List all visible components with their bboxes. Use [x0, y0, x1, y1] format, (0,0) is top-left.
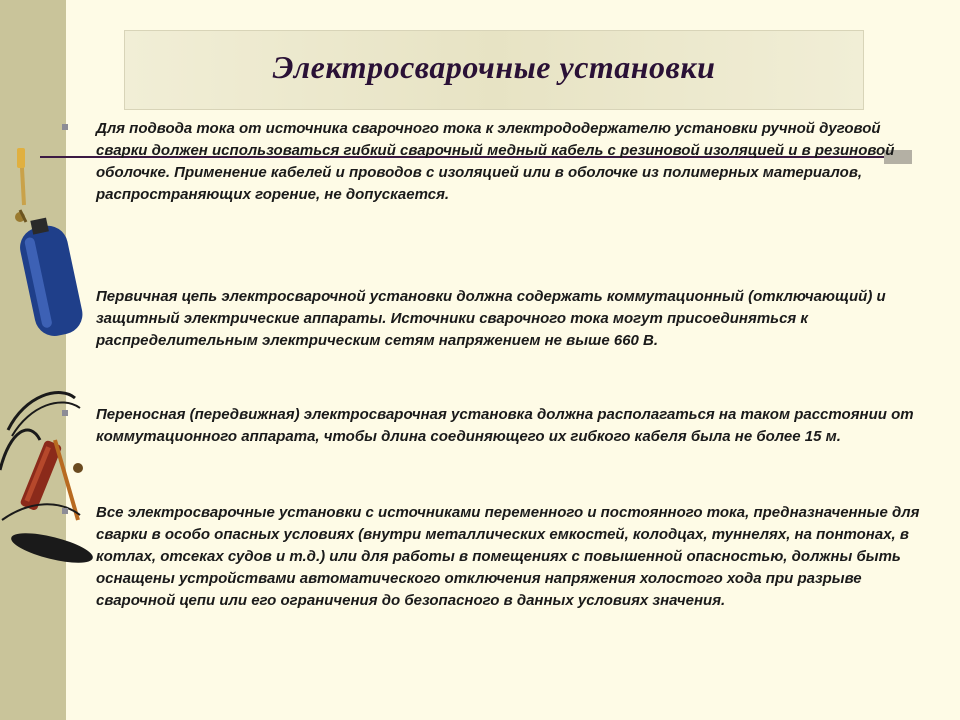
- title-box: [124, 30, 864, 110]
- slide-title: Электросварочные установки: [272, 49, 716, 85]
- bullet-marker: [62, 410, 68, 416]
- paragraph-4: Все электросварочные установки с источниками переменного и постоянного тока, предназначенные для сварки в особо опасных условиях (внутри металлических емкостей, колодцах, туннелях, на понтонах, в котлах, отсеках судов и т.д.) или для работы в помещениях с повышенной опасностью, должны быть оснащены устройствами автоматического отключения напряжения холостого хода при разрыве сварочной цепи или его ограничения до безопасного в данных условиях значения.: [96, 504, 920, 609]
- paragraph-1: Для подвода тока от источника сварочного тока к электрододержателю установки ручной дуговой сварки должен использоваться гибкий сварочный медный кабель с резиновой изоляцией и в резиновой оболочке. Применение кабелей и проводов с изоляцией или в оболочке из полимерных материалов, распространяющих горение, не допускается.: [96, 120, 895, 203]
- bullet-marker: [62, 124, 68, 130]
- gas-cylinder-icon: [15, 148, 86, 340]
- paragraph-2: Первичная цепь электросварочной установки должна содержать коммутационный (отключающий) и защитный электрические аппараты. Источники сварочного тока могут присоединяться к распределительным электрическим сетям напряжением не выше 660 В.: [96, 288, 886, 349]
- paragraph-3: Переносная (передвижная) электросварочная установка должна располагаться на таком расстоянии от коммутационного аппарата, чтобы длина соединяющего их гибкого кабеля была не более 15 м.: [96, 406, 914, 445]
- welding-torch-icon: [0, 393, 95, 569]
- bullet-marker: [62, 508, 68, 514]
